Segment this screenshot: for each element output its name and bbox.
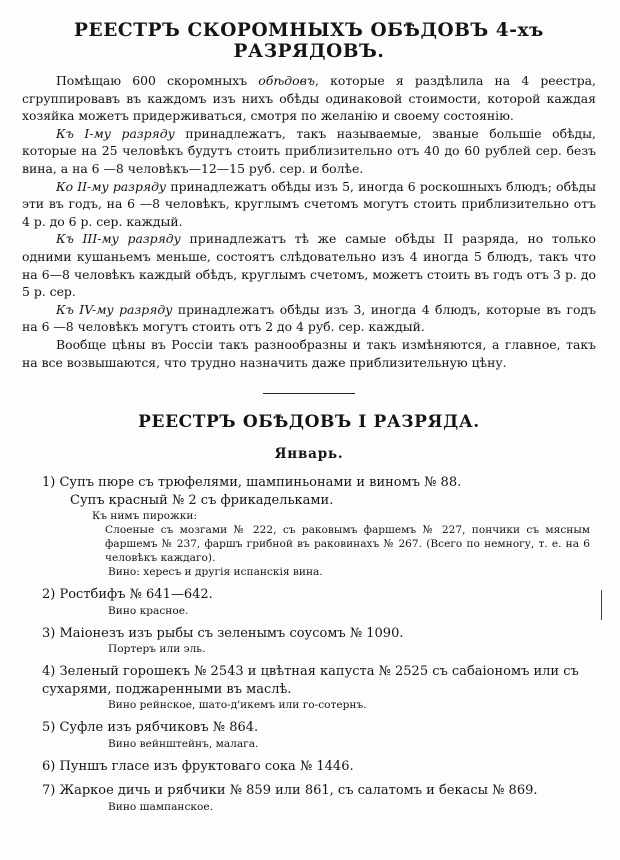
dish-line: 2) Ростбифъ № 641—642. bbox=[42, 587, 213, 603]
margin-mark bbox=[601, 590, 602, 620]
dish-line: 1) Супъ пюре съ трюфелями, шампиньонами и виномъ № 88. bbox=[42, 475, 462, 491]
intro-p5-text: принадлежатъ обѣды изъ 3, иногда 4 блюдъ, которые въ годъ на 6 —8 человѣкъ могутъ стоить отъ 2 до 4 руб. сер. каждый. bbox=[22, 301, 596, 335]
intro-p3-text: принадлежатъ обѣды изъ 5, иногда 6 роскошныхъ блюдъ; обѣды эти въ годъ, на 6 —8 человѣкъ, круглымъ счетомъ могутъ стоить приблизительно отъ 4 р. до 6 р. сер. каждый. bbox=[22, 178, 596, 229]
wine-note: Вино красное. bbox=[108, 604, 189, 617]
dish-line: 5) Суфле изъ рябчиковъ № 864. bbox=[42, 720, 259, 736]
menu-entry-4 bbox=[22, 663, 596, 712]
intro-paragraph-5 bbox=[22, 301, 596, 336]
menu-entry-6 bbox=[22, 758, 596, 776]
pies-label: Къ нимъ пирожки: bbox=[92, 510, 198, 523]
wine-note: Портеръ или эль. bbox=[108, 643, 206, 656]
section-title: РЕЕСТРЪ ОБѢДОВЪ I РАЗРЯДА. bbox=[138, 412, 480, 433]
intro-p1-text-a: Помѣщаю 600 скоромныхъ bbox=[56, 73, 259, 88]
intro-p1-emphasis: обѣдовъ bbox=[258, 73, 316, 88]
dish-line: 4) Зеленый горошекъ № 2543 и цвѣтная капуста № 2525 съ сабаіономъ или съ сухарями, поджаренными въ маслѣ. bbox=[42, 664, 579, 697]
intro-paragraph-4 bbox=[22, 230, 596, 300]
wine-note: Вино: хересъ и другія испанскія вина. bbox=[108, 566, 323, 579]
menu-entry-5 bbox=[22, 719, 596, 751]
intro-paragraph-1 bbox=[22, 72, 596, 125]
dish-line: 3) Маіонезъ изъ рыбы съ зеленымъ соусомъ № 1090. bbox=[42, 625, 404, 641]
menu-entry-7 bbox=[22, 782, 596, 814]
intro-paragraph-6: Вообще цѣны въ Россіи такъ разнообразны и такъ измѣняются, а главное, такъ на все возвышаются, что трудно назначить даже приблизительную цѣну. bbox=[22, 336, 596, 370]
wine-note: Вино шампанское. bbox=[108, 800, 214, 813]
dish-line: 6) Пуншъ гласе изъ фруктоваго сока № 1446. bbox=[42, 758, 354, 774]
intro-p3-emphasis: Ко II-му разряду bbox=[56, 178, 167, 194]
intro-p1-text-b: , которые я раздѣлила на 4 реестра, сгруппировавъ въ каждомъ изъ нихъ обѣды одинаковой стоимости, которой каждая хозяйка можетъ придерживаться, смотря по желанію и своему состоянію. bbox=[22, 73, 596, 124]
wine-note: Вино вейнштейнъ, малага. bbox=[108, 737, 259, 750]
intro-paragraph-3 bbox=[22, 178, 596, 231]
intro-p2-text: принадлежатъ, такъ называемые, званые большіе обѣды, которые на 25 человѣкъ будутъ стоить приблизительно отъ 40 до 60 рублей сер. безъ вина, а на 6 —8 человѣкъ—12—15 руб. сер. и болѣе. bbox=[22, 125, 596, 176]
page-title: РЕЕСТРЪ СКОРОМНЫХЪ ОБѢДОВЪ 4-хъ РАЗРЯДОВЪ. bbox=[74, 20, 544, 62]
month-heading: Январь. bbox=[274, 446, 344, 463]
wine-note: Вино рейнское, шато-д'икемъ или го-сотернъ. bbox=[108, 699, 367, 712]
pies-list: Слоеные съ мозгами № 222, съ раковымъ фаршемъ № 227, пончики съ мясным фаршемъ № 237, фаршъ грибной въ раковинахъ № 267. (Всего по немногу, т. е. на 6 человѣкъ каждаго). bbox=[105, 524, 590, 565]
section-divider bbox=[263, 393, 355, 394]
menu-entry-2 bbox=[22, 586, 596, 618]
menu-entry-3 bbox=[22, 625, 596, 657]
intro-p2-emphasis: Къ I-му разряду bbox=[56, 125, 175, 141]
intro-p5-emphasis: Къ IV-му разряду bbox=[56, 301, 173, 317]
intro-p4-emphasis: Къ III-му разряду bbox=[56, 231, 181, 247]
dish-line: Супъ красный № 2 съ фрикадельками. bbox=[70, 492, 334, 508]
menu-entry-1 bbox=[22, 474, 596, 579]
intro-p4-text: принадлежатъ тѣ же самые обѣды II разряда, но только одними кушаньемъ меньше, состоятъ слѣдовательно изъ 4 иногда 5 блюдъ, такъ что на 6—8 человѣкъ каждый обѣдъ, круглымъ счетомъ, можетъ стоить въ годъ отъ 3 р. до 5 р. сер. bbox=[22, 231, 596, 300]
dish-line: 7) Жаркое дичь и рябчики № 859 или 861, съ салатомъ и бекасы № 869. bbox=[42, 783, 538, 799]
intro-paragraph-2 bbox=[22, 125, 596, 178]
